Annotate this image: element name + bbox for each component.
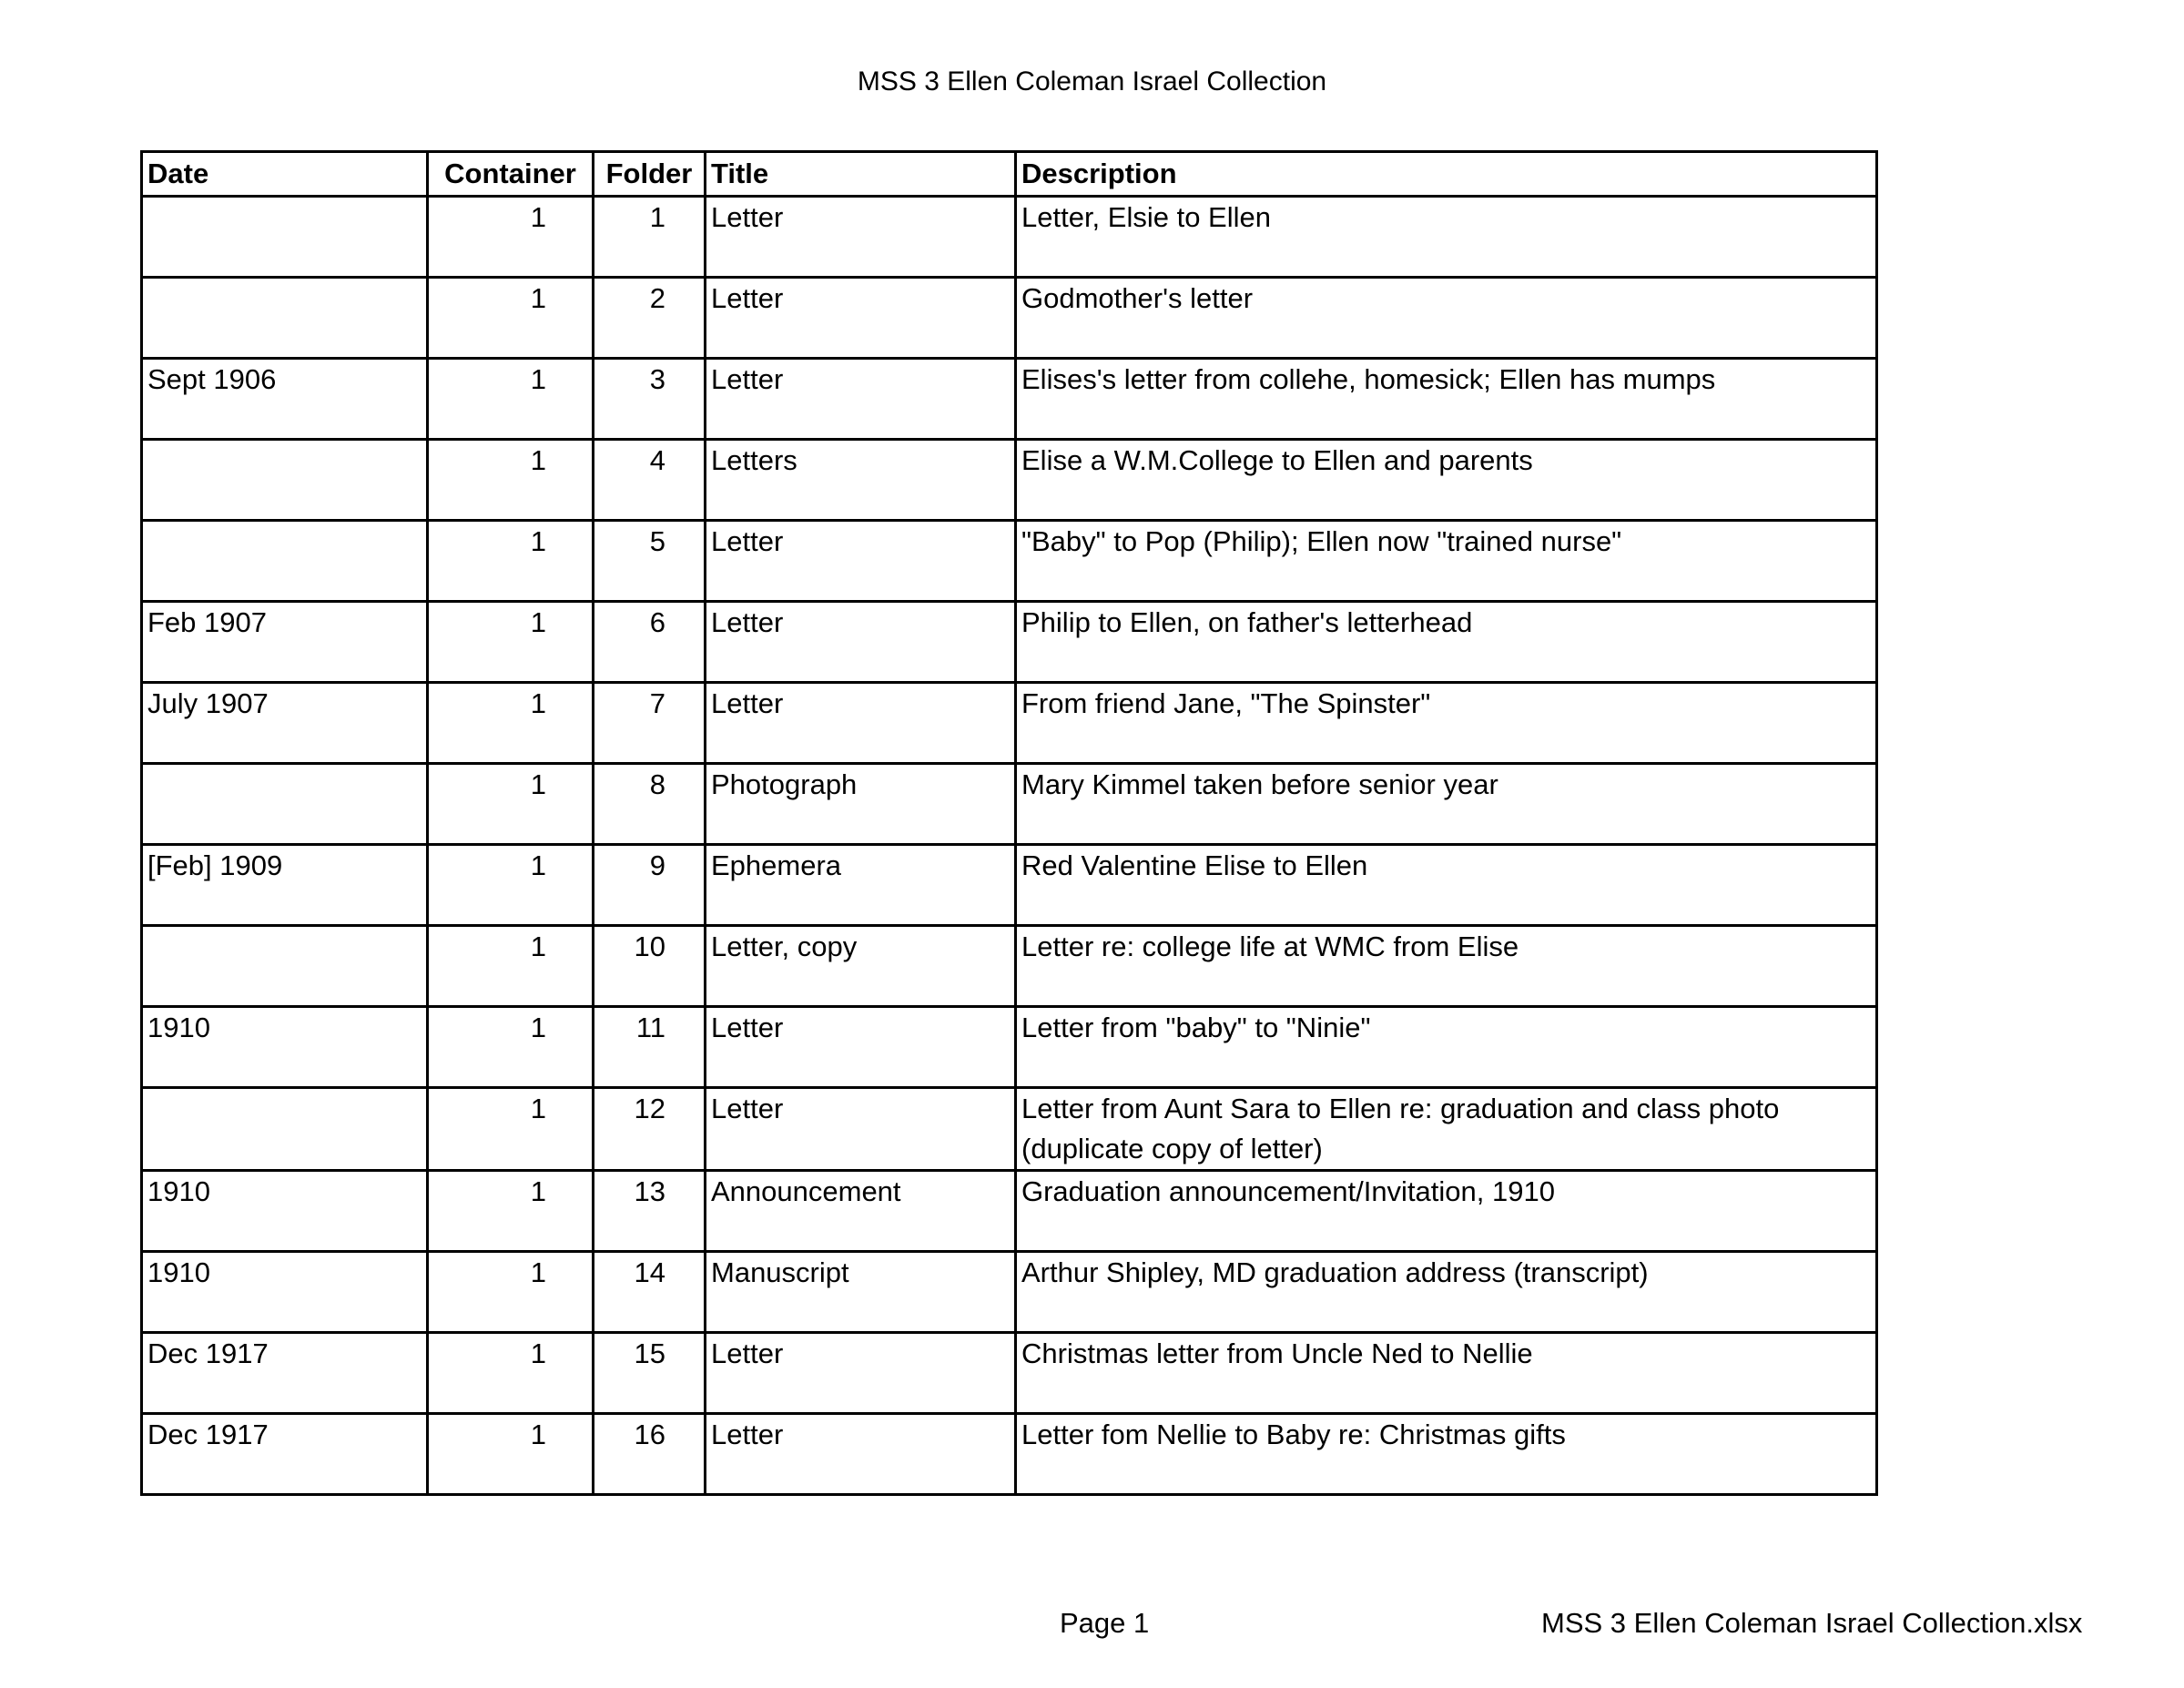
- cell-container: 1: [428, 764, 594, 845]
- header-row: [142, 152, 1877, 197]
- cell-title: Letter: [706, 1414, 1016, 1495]
- cell-folder: 7: [594, 683, 706, 764]
- table-row: [142, 521, 1877, 602]
- table-row: [142, 1252, 1877, 1333]
- table-row: [142, 764, 1877, 845]
- page-number: Page 1: [1060, 1607, 1150, 1639]
- cell-folder: 9: [594, 845, 706, 926]
- cell-title: Ephemera: [706, 845, 1016, 926]
- column-header-date: Date: [142, 152, 428, 197]
- cell-title: Letters: [706, 440, 1016, 521]
- cell-date: [Feb] 1909: [142, 845, 428, 926]
- cell-container: 1: [428, 278, 594, 359]
- cell-date: Dec 1917: [142, 1333, 428, 1414]
- cell-folder: 14: [594, 1252, 706, 1333]
- cell-date: July 1907: [142, 683, 428, 764]
- cell-description: Red Valentine Elise to Ellen: [1016, 845, 1877, 926]
- table-row: [142, 1088, 1877, 1171]
- cell-description: Letter re: college life at WMC from Elise: [1016, 926, 1877, 1007]
- cell-title: Letter: [706, 1333, 1016, 1414]
- cell-container: 1: [428, 845, 594, 926]
- cell-description: Christmas letter from Uncle Ned to Nellie: [1016, 1333, 1877, 1414]
- cell-title: Letter: [706, 1088, 1016, 1171]
- cell-title: Letter: [706, 197, 1016, 278]
- cell-description: Letter fom Nellie to Baby re: Christmas gifts: [1016, 1414, 1877, 1495]
- cell-date: 1910: [142, 1007, 428, 1088]
- cell-container: 1: [428, 1252, 594, 1333]
- table-row: [142, 683, 1877, 764]
- cell-folder: 3: [594, 359, 706, 440]
- table-row: [142, 197, 1877, 278]
- cell-date: [142, 278, 428, 359]
- cell-title: Letter: [706, 602, 1016, 683]
- footer-filename: MSS 3 Ellen Coleman Israel Collection.xlsx: [1541, 1607, 2083, 1639]
- cell-description: Arthur Shipley, MD graduation address (transcript): [1016, 1252, 1877, 1333]
- cell-date: Sept 1906: [142, 359, 428, 440]
- cell-folder: 5: [594, 521, 706, 602]
- cell-container: 1: [428, 683, 594, 764]
- table-row: [142, 1333, 1877, 1414]
- cell-title: Manuscript: [706, 1252, 1016, 1333]
- cell-date: [142, 197, 428, 278]
- cell-description: Graduation announcement/Invitation, 1910: [1016, 1171, 1877, 1252]
- table-row: [142, 1171, 1877, 1252]
- cell-folder: 6: [594, 602, 706, 683]
- cell-date: [142, 764, 428, 845]
- cell-title: Letter: [706, 521, 1016, 602]
- column-header-description: Description: [1016, 152, 1877, 197]
- page-title: MSS 3 Ellen Coleman Israel Collection: [857, 66, 1327, 97]
- cell-title: Letter: [706, 278, 1016, 359]
- cell-description: Letter, Elsie to Ellen: [1016, 197, 1877, 278]
- cell-description: Philip to Ellen, on father's letterhead: [1016, 602, 1877, 683]
- cell-container: 1: [428, 1171, 594, 1252]
- cell-container: 1: [428, 1333, 594, 1414]
- cell-container: 1: [428, 359, 594, 440]
- cell-description: Mary Kimmel taken before senior year: [1016, 764, 1877, 845]
- cell-date: Feb 1907: [142, 602, 428, 683]
- column-header-title: Title: [706, 152, 1016, 197]
- table-row: [142, 926, 1877, 1007]
- cell-folder: 15: [594, 1333, 706, 1414]
- table-row: [142, 278, 1877, 359]
- cell-folder: 13: [594, 1171, 706, 1252]
- cell-folder: 10: [594, 926, 706, 1007]
- cell-description: Godmother's letter: [1016, 278, 1877, 359]
- cell-date: [142, 926, 428, 1007]
- cell-container: 1: [428, 1414, 594, 1495]
- table-row: [142, 440, 1877, 521]
- cell-container: 1: [428, 521, 594, 602]
- cell-description: "Baby" to Pop (Philip); Ellen now "trained nurse": [1016, 521, 1877, 602]
- cell-date: Dec 1917: [142, 1414, 428, 1495]
- cell-title: Photograph: [706, 764, 1016, 845]
- cell-folder: 11: [594, 1007, 706, 1088]
- cell-container: 1: [428, 926, 594, 1007]
- cell-folder: 8: [594, 764, 706, 845]
- cell-title: Letter: [706, 359, 1016, 440]
- cell-date: 1910: [142, 1171, 428, 1252]
- cell-container: 1: [428, 440, 594, 521]
- table-row: [142, 1007, 1877, 1088]
- cell-folder: 12: [594, 1088, 706, 1171]
- cell-title: Announcement: [706, 1171, 1016, 1252]
- table-row: [142, 845, 1877, 926]
- cell-date: [142, 440, 428, 521]
- cell-date: [142, 521, 428, 602]
- cell-container: 1: [428, 197, 594, 278]
- cell-folder: 4: [594, 440, 706, 521]
- cell-container: 1: [428, 602, 594, 683]
- cell-folder: 1: [594, 197, 706, 278]
- cell-container: 1: [428, 1088, 594, 1171]
- column-header-folder: Folder: [594, 152, 706, 197]
- table-body: [142, 197, 1877, 1495]
- cell-folder: 2: [594, 278, 706, 359]
- cell-description: Letter from "baby" to "Ninie": [1016, 1007, 1877, 1088]
- table-row: [142, 1414, 1877, 1495]
- column-header-container: Container: [428, 152, 594, 197]
- cell-description: Elise a W.M.College to Ellen and parents: [1016, 440, 1877, 521]
- cell-container: 1: [428, 1007, 594, 1088]
- cell-date: 1910: [142, 1252, 428, 1333]
- cell-title: Letter, copy: [706, 926, 1016, 1007]
- cell-description: Elises's letter from collehe, homesick; Ellen has mumps: [1016, 359, 1877, 440]
- table-row: [142, 359, 1877, 440]
- cell-title: Letter: [706, 683, 1016, 764]
- cell-description: Letter from Aunt Sara to Ellen re: graduation and class photo (duplicate copy of letter): [1016, 1088, 1877, 1171]
- inventory-table: [140, 150, 1878, 1496]
- cell-folder: 16: [594, 1414, 706, 1495]
- cell-title: Letter: [706, 1007, 1016, 1088]
- cell-date: [142, 1088, 428, 1171]
- table-row: [142, 602, 1877, 683]
- cell-description: From friend Jane, "The Spinster": [1016, 683, 1877, 764]
